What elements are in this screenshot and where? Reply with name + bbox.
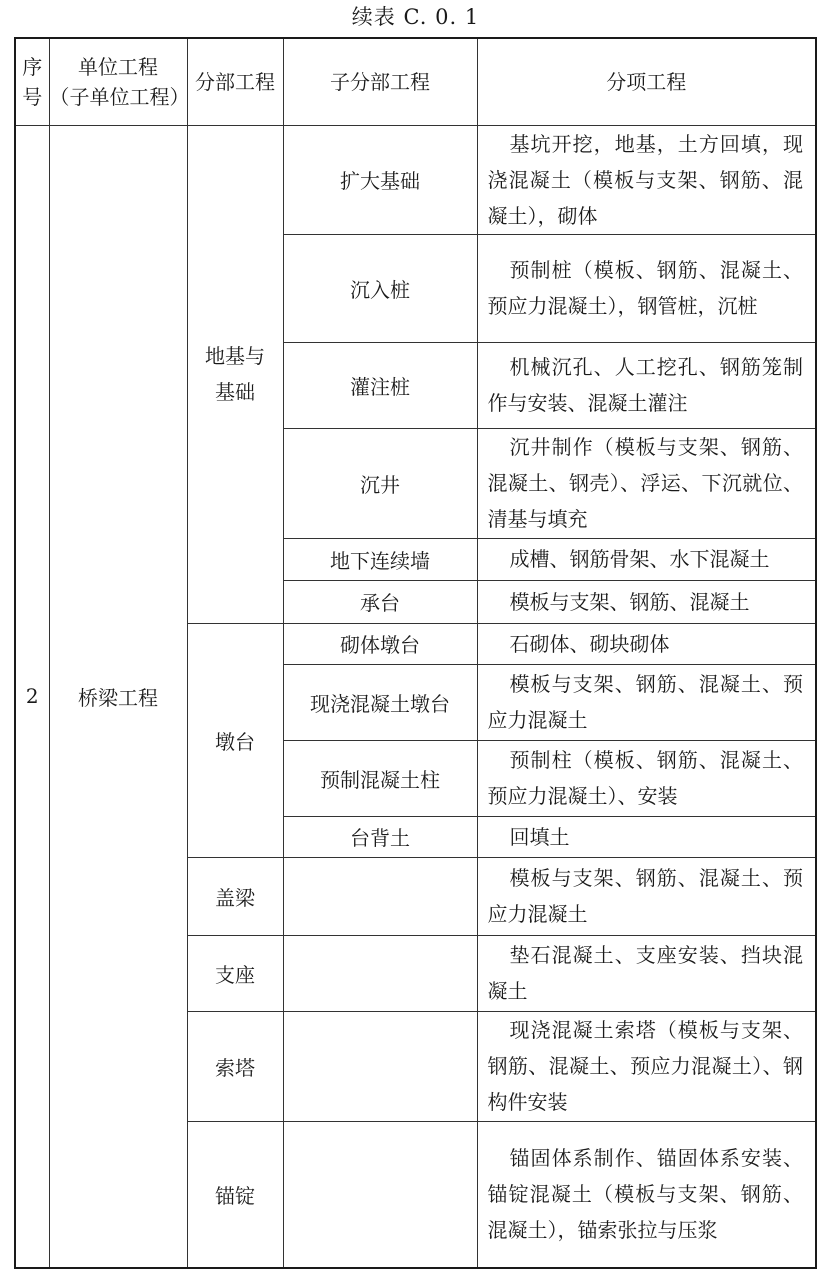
item-caisson: 沉井制作（模板与支架、钢筋、混凝土、钢壳）、浮运、下沉就位、清基与填充 bbox=[477, 428, 816, 538]
subdivision-diaphragm-wall: 地下连续墙 bbox=[283, 538, 477, 580]
item-bearing: 垫石混凝土、支座安装、挡块混凝土 bbox=[477, 935, 816, 1011]
division-foundation-line1: 地基与 bbox=[205, 344, 265, 368]
subdivision-expanded-foundation: 扩大基础 bbox=[283, 125, 477, 234]
subdivision-empty bbox=[283, 1121, 477, 1268]
item-precast-column: 预制柱（模板、钢筋、混凝土、预应力混凝土）、安装 bbox=[477, 740, 816, 816]
subdivision-masonry-pier: 砌体墩台 bbox=[283, 623, 477, 664]
subdivision-cast-pier: 现浇混凝土墩台 bbox=[283, 664, 477, 740]
header-seq-line2: 号 bbox=[22, 84, 43, 109]
table-row bbox=[15, 125, 816, 234]
item-masonry-pier: 石砌体、砌块砌体 bbox=[477, 623, 816, 664]
header-seq bbox=[15, 38, 49, 125]
header-item: 分项工程 bbox=[477, 38, 816, 125]
header-row bbox=[15, 38, 816, 125]
item-pylon: 现浇混凝土索塔（模板与支架、钢筋、混凝土、预应力混凝土）、钢构件安装 bbox=[477, 1011, 816, 1121]
header-seq-line1: 序 bbox=[22, 54, 43, 79]
item-cap-beam: 模板与支架、钢筋、混凝土、预应力混凝土 bbox=[477, 857, 816, 935]
division-pier: 墩台 bbox=[187, 623, 283, 857]
item-backfill: 回填土 bbox=[477, 816, 816, 857]
item-expanded-foundation: 基坑开挖，地基，土方回填，现浇混凝土（模板与支架、钢筋、混凝土），砌体 bbox=[477, 125, 816, 234]
subdivision-backfill: 台背土 bbox=[283, 816, 477, 857]
subdivision-empty bbox=[283, 857, 477, 935]
division-pylon: 索塔 bbox=[187, 1011, 283, 1121]
table-caption: 续表 C. 0. 1 bbox=[351, 5, 480, 29]
item-bored-pile: 机械沉孔、人工挖孔、钢筋笼制作与安装、混凝土灌注 bbox=[477, 342, 816, 428]
division-foundation-line2: 基础 bbox=[215, 380, 255, 404]
header-unit bbox=[49, 38, 190, 125]
header-unit-line2: （子单位工程） bbox=[49, 84, 190, 109]
subdivision-caisson: 沉井 bbox=[283, 428, 477, 538]
subdivision-bored-pile: 灌注桩 bbox=[283, 342, 477, 428]
subdivision-empty bbox=[283, 1011, 477, 1121]
subdivision-empty bbox=[283, 935, 477, 1011]
unit-cell: 桥梁工程 bbox=[49, 125, 187, 1268]
header-unit-line1: 单位工程 bbox=[78, 54, 158, 79]
seq-cell: 2 bbox=[15, 125, 49, 1268]
header-division: 分部工程 bbox=[187, 38, 283, 125]
subdivision-sunk-pile: 沉入桩 bbox=[283, 234, 477, 342]
item-pile-cap: 模板与支架、钢筋、混凝土 bbox=[477, 580, 816, 623]
division-bearing: 支座 bbox=[187, 935, 283, 1011]
item-anchorage: 锚固体系制作、锚固体系安装、锚锭混凝土（模板与支架、钢筋、混凝土），锚索张拉与压浆 bbox=[477, 1121, 816, 1268]
division-cap-beam: 盖梁 bbox=[187, 857, 283, 935]
work-breakdown-table bbox=[14, 37, 817, 1269]
subdivision-precast-column: 预制混凝土柱 bbox=[283, 740, 477, 816]
item-cast-pier: 模板与支架、钢筋、混凝土、预应力混凝土 bbox=[477, 664, 816, 740]
subdivision-pile-cap: 承台 bbox=[283, 580, 477, 623]
division-anchorage: 锚锭 bbox=[187, 1121, 283, 1268]
header-subdivision: 子分部工程 bbox=[283, 38, 477, 125]
item-diaphragm-wall: 成槽、钢筋骨架、水下混凝土 bbox=[477, 538, 816, 580]
division-foundation bbox=[187, 125, 283, 623]
item-sunk-pile: 预制桩（模板、钢筋、混凝土、预应力混凝土），钢管桩，沉桩 bbox=[477, 234, 816, 342]
